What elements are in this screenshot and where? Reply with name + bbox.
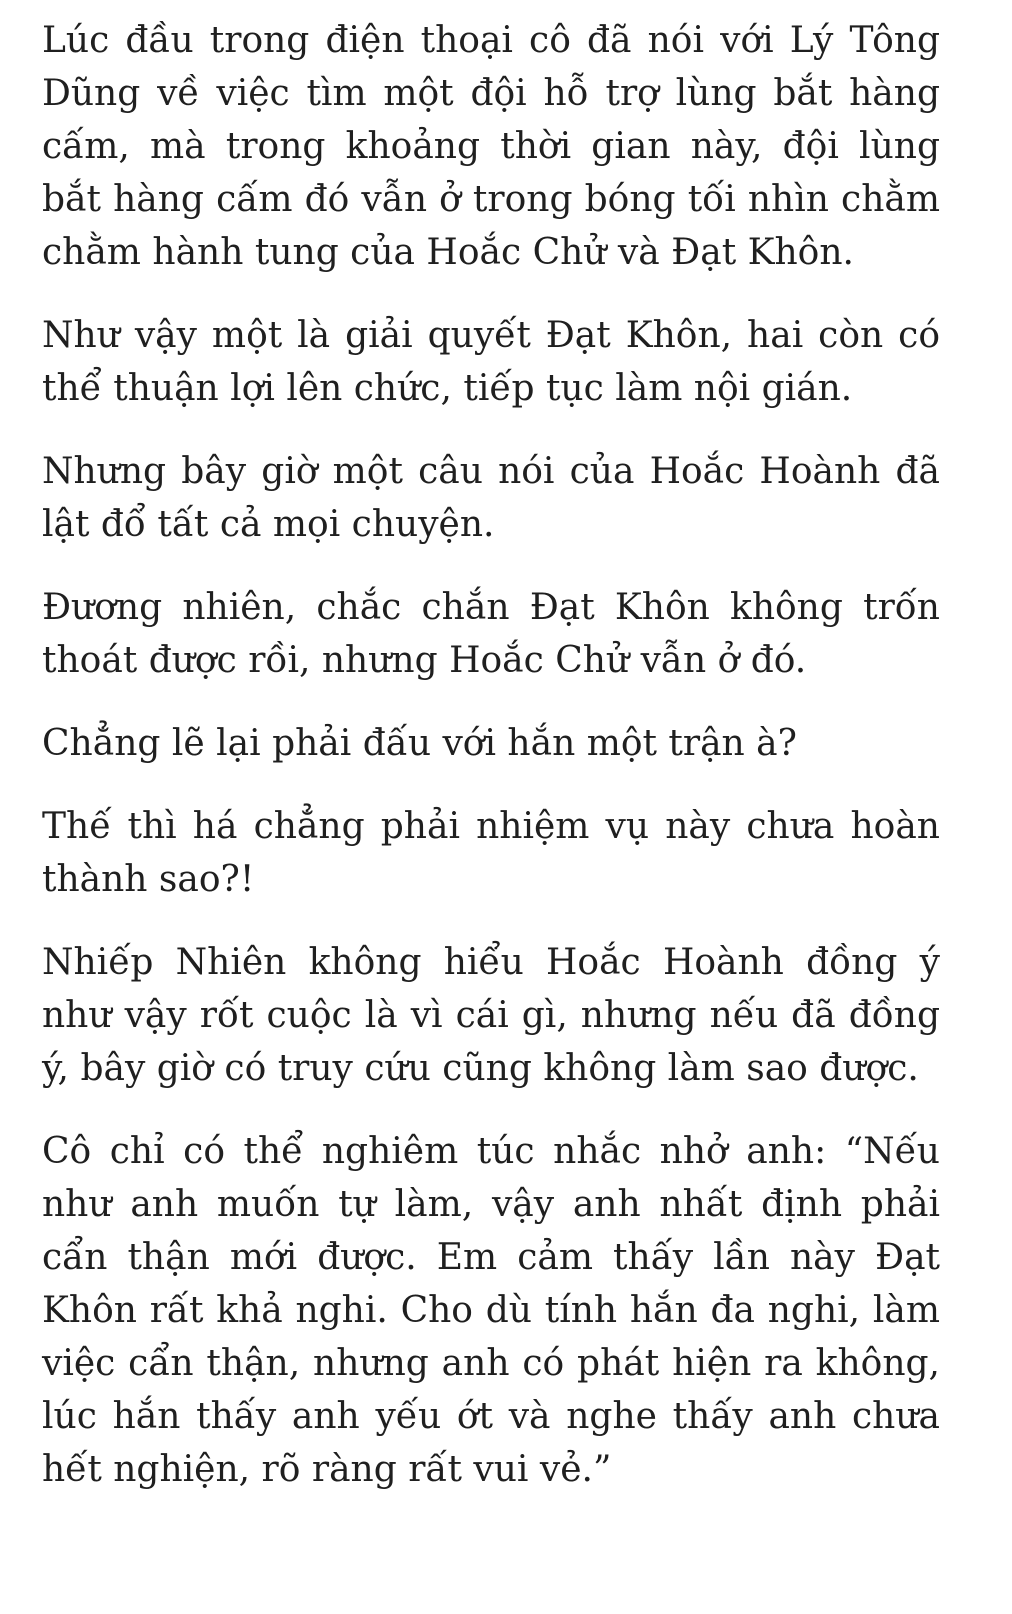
paragraph-6: Thế thì há chẳng phải nhiệm vụ này chưa hoàn thành sao?! — [42, 806, 940, 900]
paragraph-5: Chẳng lẽ lại phải đấu với hắn một trận à? — [42, 723, 797, 764]
paragraph-1: Lúc đầu trong điện thoại cô đã nói với Lý Tông Dũng về việc tìm một đội hỗ trợ lùng bắt hàng cấm, mà trong khoảng thời gian này, đội lùng bắt hàng cấm đó vẫn ở trong bóng tối nhìn chằm chằm hành tung của Hoắc Chử và Đạt Khôn. — [42, 20, 940, 273]
paragraph-3: Nhưng bây giờ một câu nói của Hoắc Hoành đã lật đổ tất cả mọi chuyện. — [42, 451, 940, 545]
paragraph-8: Cô chỉ có thể nghiêm túc nhắc nhở anh: “Nếu như anh muốn tự làm, vậy anh nhất định phải cẩn thận mới được. Em cảm thấy lần này Đạt Khôn rất khả nghi. Cho dù tính hắn đa nghi, làm việc cẩn thận, nhưng anh có phát hiện ra không, lúc hắn thấy anh yếu ớt và nghe thấy anh chưa hết nghiện, rõ ràng rất vui vẻ.” — [42, 1131, 940, 1490]
paragraph-7: Nhiếp Nhiên không hiểu Hoắc Hoành đồng ý như vậy rốt cuộc là vì cái gì, nhưng nếu đã đồng ý, bây giờ có truy cứu cũng không làm sao được. — [42, 942, 940, 1089]
paragraph-4: Đương nhiên, chắc chắn Đạt Khôn không trốn thoát được rồi, nhưng Hoắc Chử vẫn ở đó. — [42, 587, 940, 681]
paragraph-2: Như vậy một là giải quyết Đạt Khôn, hai còn có thể thuận lợi lên chức, tiếp tục làm nội gián. — [42, 315, 940, 409]
